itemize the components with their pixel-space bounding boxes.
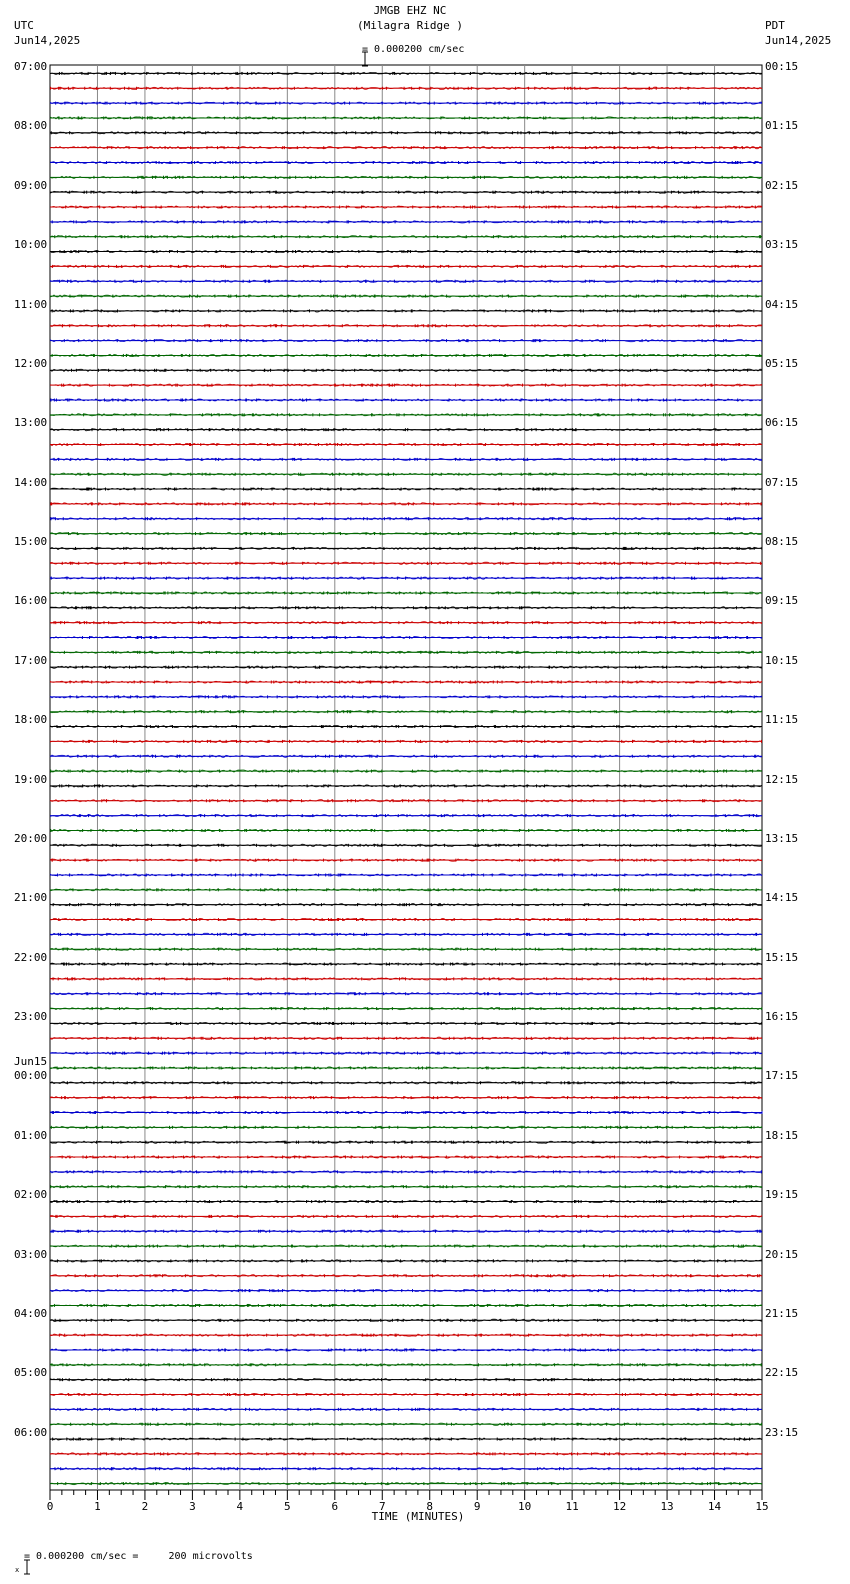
pdt-hour-label: 16:15 [765, 1010, 799, 1023]
calibration-text: = 0.000200 cm/sec = 200 microvolts [24, 1551, 253, 1562]
seismic-trace [50, 1290, 762, 1292]
scale-text: = 0.000200 cm/sec [362, 44, 465, 55]
x-axis-label: TIME (MINUTES) [371, 1510, 465, 1523]
calibration-marker-icon [2, 1545, 20, 1574]
utc-hour-label: 11:00 [14, 297, 48, 311]
utc-hour-label: 17:00 [14, 653, 48, 667]
pdt-hour-label: 20:15 [765, 1247, 799, 1261]
pdt-hour-label: 18:15 [765, 1128, 799, 1142]
seismic-trace [50, 1052, 762, 1054]
utc-hour-label: 19:00 [14, 772, 48, 786]
station-location: (Milagra Ridge ) [357, 19, 463, 32]
seismic-trace [50, 280, 762, 282]
x-tick-label: 12 [612, 1500, 627, 1513]
station-title: JMGB EHZ NC [373, 4, 447, 17]
pdt-hour-label: 01:15 [765, 119, 799, 133]
right-timezone: PDT [765, 19, 785, 32]
seismic-trace [50, 1230, 762, 1232]
utc-hour-label: 16:00 [14, 594, 48, 608]
pdt-hour-label: 21:15 [765, 1306, 799, 1320]
pdt-hour-label: 04:15 [765, 297, 799, 311]
seismic-trace [50, 844, 762, 846]
seismic-trace [50, 770, 762, 772]
seismic-trace [50, 72, 762, 74]
x-tick-label: 15 [755, 1500, 769, 1513]
seismic-trace [50, 206, 762, 208]
utc-hour-label: 12:00 [14, 356, 48, 370]
seismic-trace [50, 533, 762, 535]
pdt-hour-label: 19:15 [765, 1188, 799, 1202]
utc-hour-label: 06:00 [14, 1425, 48, 1439]
pdt-hour-label: 17:15 [765, 1069, 799, 1083]
pdt-hour-label: 15:15 [765, 950, 799, 964]
x-tick-label: 8 [426, 1500, 434, 1513]
utc-hour-label: 10:00 [14, 238, 48, 252]
x-tick-label: 2 [141, 1500, 149, 1513]
pdt-hour-label: 09:15 [765, 594, 799, 608]
utc-hour-label: 21:00 [14, 891, 48, 905]
x-tick-label: 10 [518, 1500, 532, 1513]
utc-hour-label: 02:00 [14, 1188, 48, 1202]
pdt-hour-label: 02:15 [765, 178, 799, 192]
x-tick-label: 5 [284, 1500, 291, 1513]
seismic-trace [50, 1260, 762, 1262]
utc-hour-label: 14:00 [14, 475, 48, 489]
x-tick-label: 6 [331, 1500, 339, 1513]
utc-hour-label: 09:00 [14, 178, 48, 192]
utc-hour-label: 15:00 [14, 535, 48, 548]
x-tick-label: 4 [236, 1500, 244, 1513]
pdt-hour-label: 10:15 [765, 653, 799, 667]
utc-hour-label: 18:00 [14, 713, 48, 727]
x-tick-label: 1 [94, 1500, 101, 1513]
seismic-trace [50, 1453, 762, 1455]
left-date: Jun14,2025 [14, 34, 81, 47]
utc-hour-label: 23:00 [14, 1010, 48, 1023]
pdt-hour-label: 11:15 [765, 713, 799, 727]
pdt-hour-label: 14:15 [765, 891, 799, 905]
seismic-trace [50, 740, 762, 742]
pdt-hour-label: 12:15 [765, 772, 799, 786]
pdt-hour-label: 00:15 [765, 60, 799, 73]
utc-hour-label: 00:00 [14, 1069, 48, 1083]
utc-hour-label: 20:00 [14, 831, 48, 845]
x-tick-label: 13 [660, 1500, 674, 1513]
left-timezone: UTC [14, 19, 34, 32]
x-tick-label: 7 [378, 1500, 386, 1513]
pdt-hour-label: 22:15 [765, 1366, 799, 1380]
utc-hour-label: 01:00 [14, 1128, 48, 1142]
utc-hour-label: 05:00 [14, 1366, 48, 1380]
pdt-hour-label: 08:15 [765, 535, 799, 548]
date-change-label: Jun15 [14, 1055, 48, 1069]
right-date: Jun14,2025 [765, 34, 832, 47]
svg-text:x: x [15, 1566, 20, 1574]
pdt-hour-label: 13:15 [765, 831, 799, 845]
utc-hour-label: 13:00 [14, 416, 48, 430]
seismic-trace [50, 1097, 762, 1099]
utc-hour-label: 04:00 [14, 1306, 48, 1320]
x-tick-label: 0 [46, 1500, 54, 1513]
pdt-hour-label: 06:15 [765, 416, 799, 430]
pdt-hour-label: 07:15 [765, 475, 799, 489]
seismic-trace [50, 443, 762, 445]
x-tick-label: 14 [707, 1500, 722, 1513]
utc-hour-label: 03:00 [14, 1247, 48, 1261]
utc-hour-label: 22:00 [14, 950, 48, 964]
x-tick-label: 3 [189, 1500, 196, 1513]
seismic-trace [50, 815, 762, 817]
pdt-hour-label: 23:15 [765, 1425, 799, 1439]
x-tick-label: 9 [473, 1500, 481, 1513]
utc-hour-label: 08:00 [14, 119, 48, 133]
pdt-hour-label: 03:15 [765, 238, 799, 252]
utc-hour-label: 07:00 [14, 60, 48, 73]
pdt-hour-label: 05:15 [765, 356, 799, 370]
x-tick-label: 11 [565, 1500, 579, 1513]
